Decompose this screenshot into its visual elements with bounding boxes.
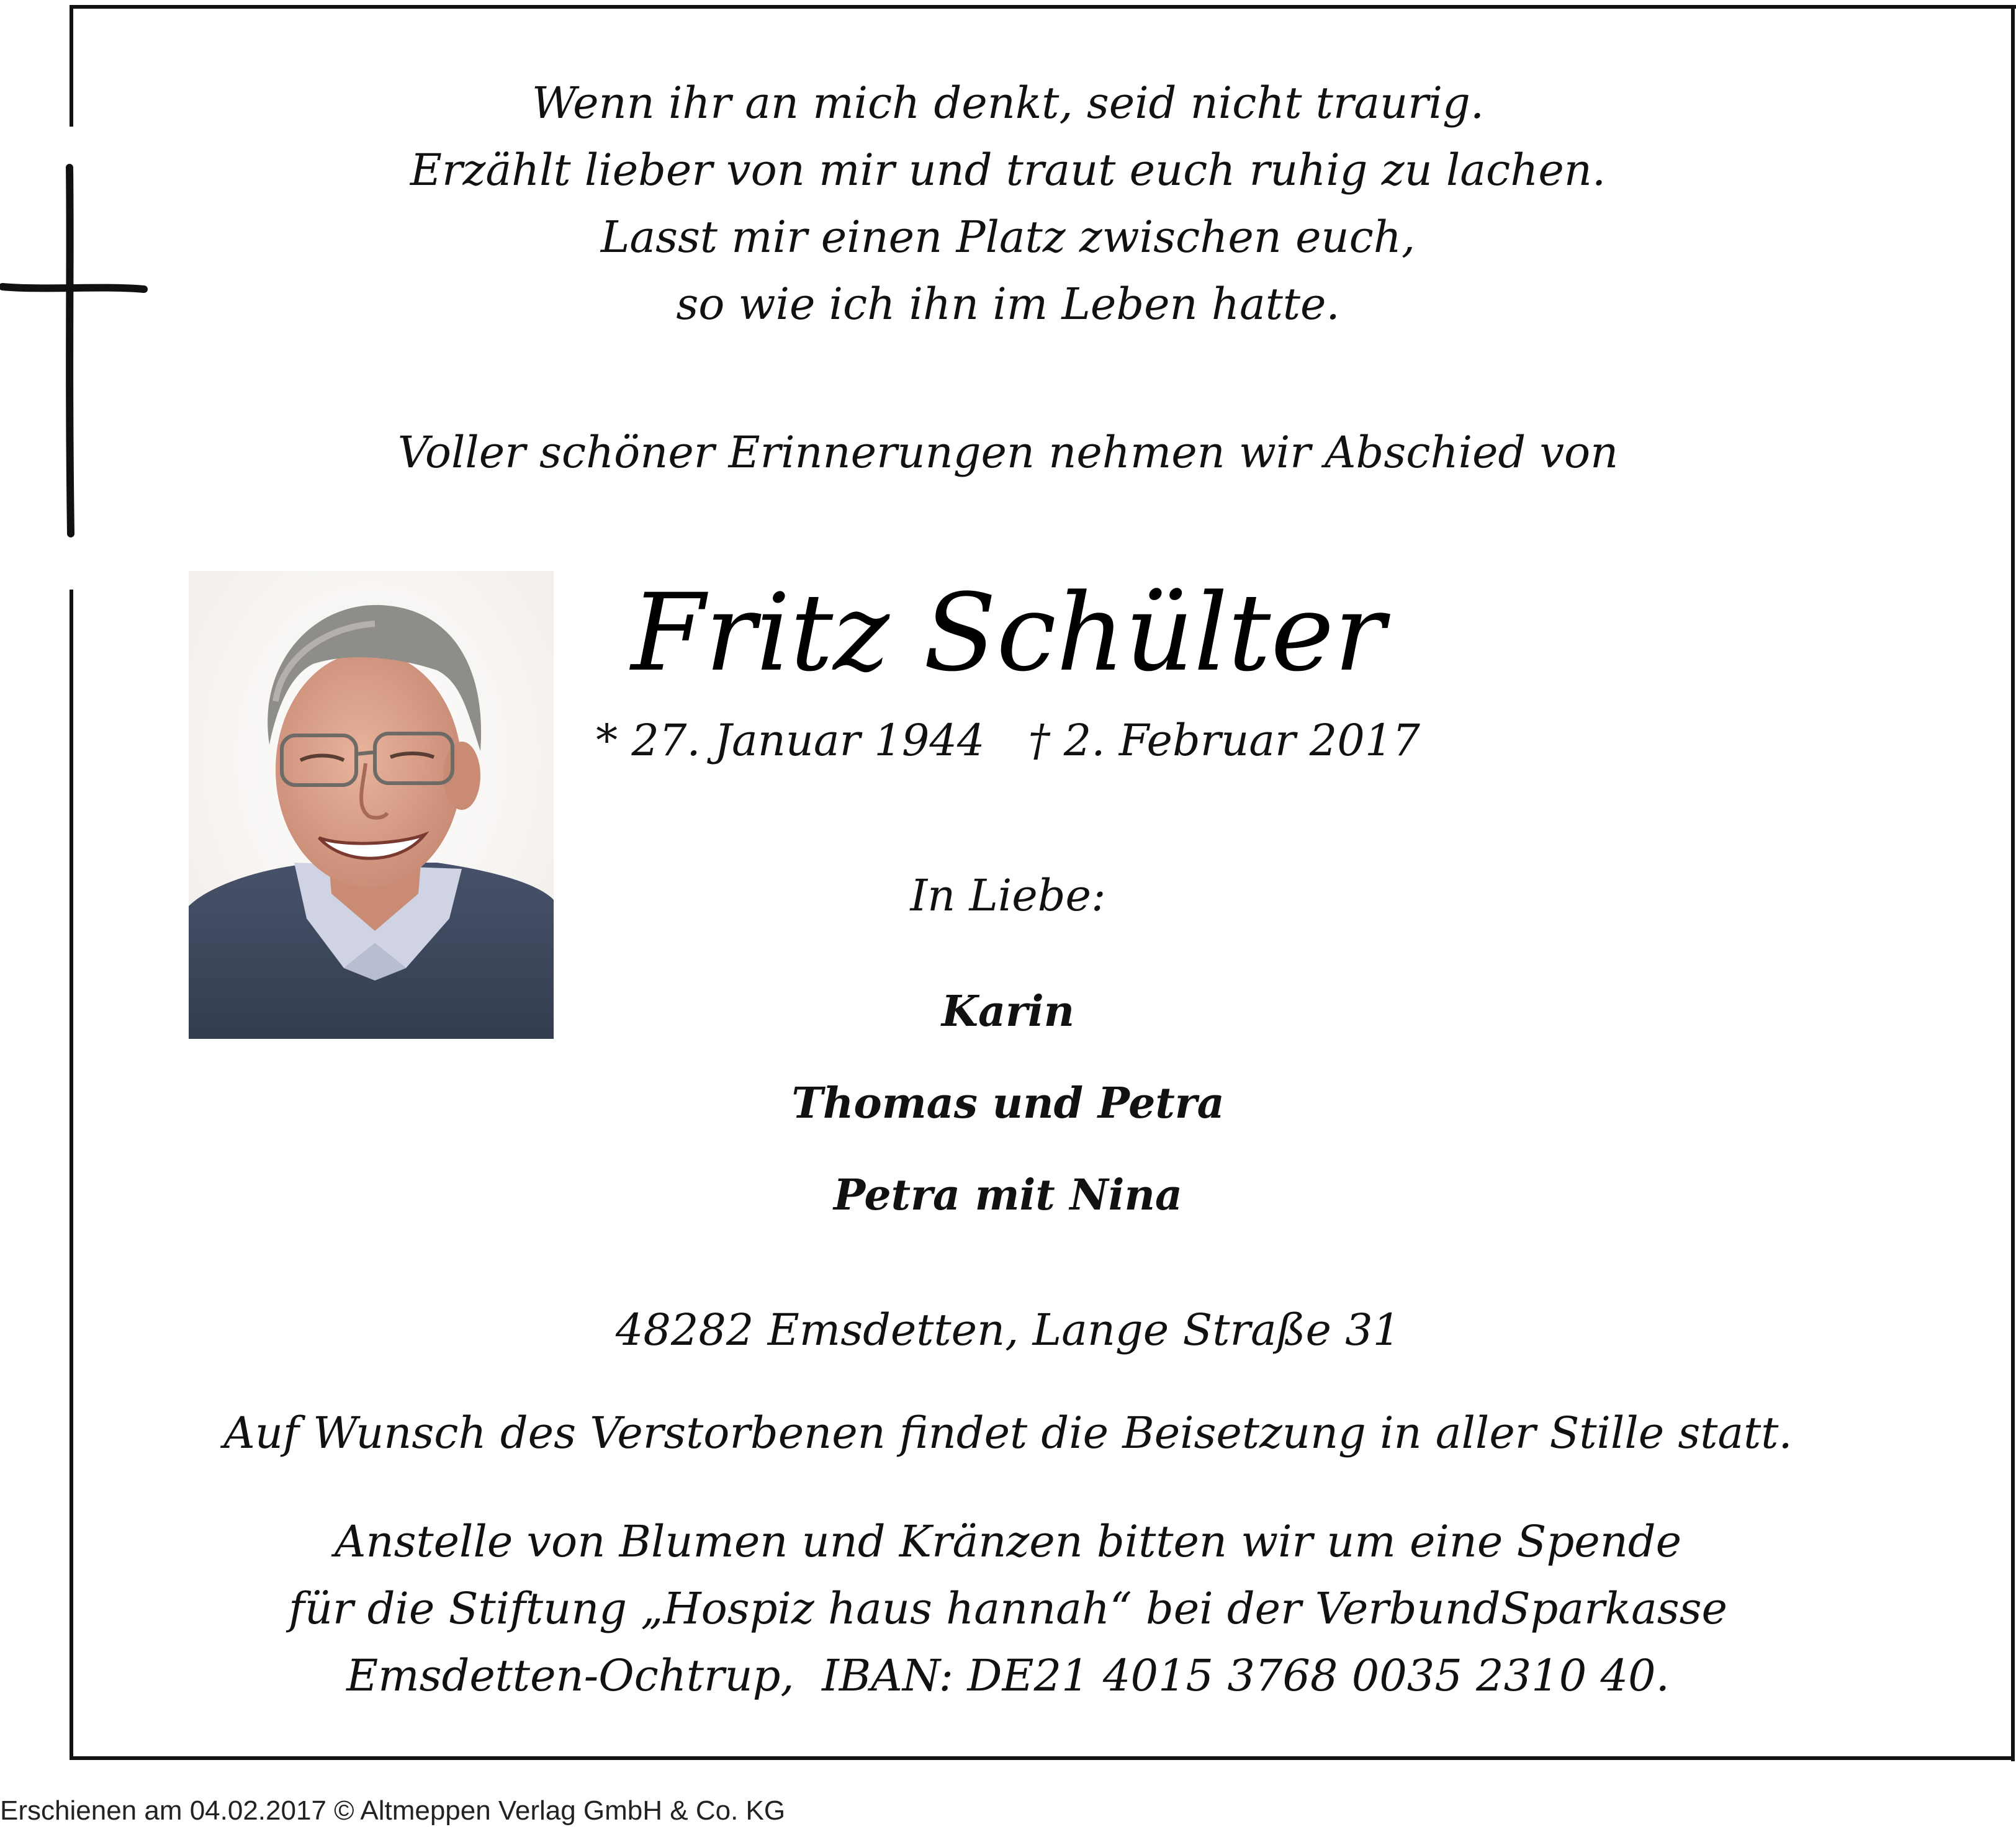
donation-line: Anstelle von Blumen und Kränzen bitten wir um eine Spende: [334, 1516, 1682, 1567]
burial-note: Auf Wunsch des Verstorbenen findet die Beisetzung in aller Stille statt.: [223, 1408, 1793, 1458]
frame-border-bottom: [70, 1756, 2015, 1760]
life-dates: [0, 712, 2016, 768]
poem-line: Wenn ihr an mich denkt, seid nicht traurig.: [531, 78, 1485, 128]
donation-line: für die Stiftung „Hospiz haus hannah“ bei der VerbundSparkasse: [289, 1583, 1727, 1634]
farewell-intro: Voller schöner Erinnerungen nehmen wir Abschied von: [397, 427, 1619, 478]
poem-line: Lasst mir einen Platz zwischen euch,: [600, 212, 1416, 263]
birth-date: * 27. Januar 1944: [596, 715, 985, 766]
publication-footer: Erschienen am 04.02.2017 © Altmeppen Verlag GmbH & Co. KG: [0, 1795, 786, 1826]
mourner-name: Karin: [941, 987, 1075, 1036]
mourners-heading: In Liebe:: [910, 870, 1106, 921]
mourner-name: Thomas und Petra: [791, 1079, 1225, 1128]
death-date: † 2. Februar 2017: [1028, 715, 1420, 766]
poem-line: Erzählt lieber von mir und traut euch ruhig zu lachen.: [410, 145, 1606, 195]
poem: [0, 70, 2016, 338]
mourner-name: Petra mit Nina: [834, 1170, 1182, 1220]
address: 48282 Emsdetten, Lange Straße 31: [615, 1304, 1401, 1355]
deceased-name: Fritz Schülter: [631, 570, 1385, 695]
mourners-list: [0, 966, 2016, 1241]
poem-line: so wie ich ihn im Leben hatte.: [676, 279, 1340, 330]
frame-border-top: [70, 5, 2016, 9]
donation-line: Emsdetten-Ochtrup, IBAN: DE21 4015 3768 0035 2310 40.: [346, 1650, 1670, 1701]
donation-note: [0, 1508, 2016, 1709]
